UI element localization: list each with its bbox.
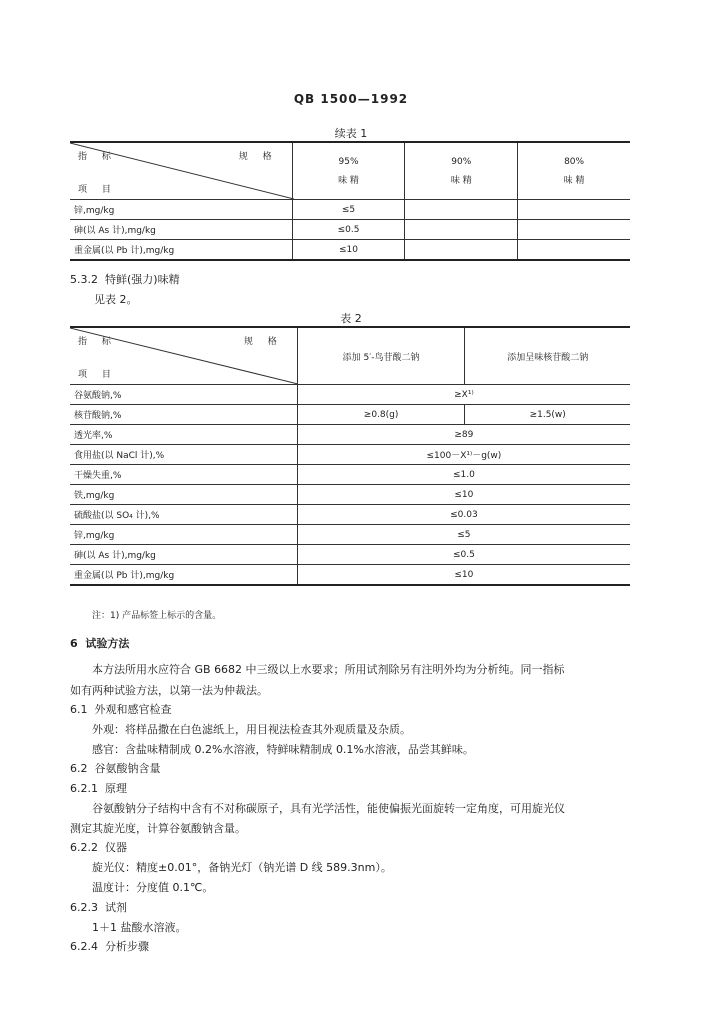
section-6-heading: 6 试验方法 bbox=[70, 637, 130, 650]
section-6-1-heading: 6.1 外观和感官检查 bbox=[70, 703, 172, 716]
table2-footnote: 注：1) 产品标签上标示的含量。 bbox=[92, 611, 222, 621]
section-5-3-2-text: 见表 2。 bbox=[94, 293, 138, 306]
table1-caption: 续表 1 bbox=[334, 127, 368, 140]
section-6-2-4-heading: 6.2.4 分析步骤 bbox=[70, 940, 149, 953]
table-row: 重金属(以 Pb 计),mg/kg ≤10 bbox=[70, 565, 630, 586]
header-spec-label: 规 格 bbox=[238, 152, 278, 162]
section-6-2-1-line2: 测定其旋光度，计算谷氨酸钠含量。 bbox=[70, 822, 246, 835]
table1-diagonal-header bbox=[70, 142, 292, 200]
section-6-1-line1: 外观：将样品撒在白色滤纸上，用目视法检查其外观质量及杂质。 bbox=[92, 723, 411, 736]
section-6-para-line2: 如有两种试验方法，以第一法为仲裁法。 bbox=[70, 684, 268, 697]
header-indicator-label: 指 标 bbox=[78, 337, 117, 347]
table-row: 透光率,% ≥89 bbox=[70, 425, 630, 445]
header-spec-label: 规 格 bbox=[243, 337, 283, 347]
table2 bbox=[70, 326, 630, 586]
section-6-2-2-line1: 旋光仪：精度±0.01°，备钠光灯（钠光谱 D 线 589.3nm）。 bbox=[92, 861, 392, 874]
table1 bbox=[70, 141, 630, 261]
section-6-1-line2: 感官：含盐味精制成 0.2%水溶液，特鲜味精制成 0.1%水溶液，品尝其鲜味。 bbox=[92, 743, 474, 756]
col-header-90: 90% 味 精 bbox=[405, 142, 518, 200]
table-row: 谷氨酸钠,% ≥X¹⁾ bbox=[70, 385, 630, 405]
section-6-2-heading: 6.2 谷氨酸钠含量 bbox=[70, 762, 161, 775]
header-item-label: 项 目 bbox=[78, 185, 117, 195]
table-row: 食用盐(以 NaCl 计),% ≤100－X¹⁾－g(w) bbox=[70, 445, 630, 465]
table-row: 核苷酸钠,% ≥0.8(g) ≥1.5(w) bbox=[70, 405, 630, 425]
table2-caption: 表 2 bbox=[340, 312, 362, 325]
standard-code: QB 1500—1992 bbox=[293, 92, 409, 106]
table-row: 重金属(以 Pb 计),mg/kg ≤10 bbox=[70, 240, 630, 261]
table-row: 锌,mg/kg ≤5 bbox=[70, 200, 630, 220]
table-row: 铁,mg/kg ≤10 bbox=[70, 485, 630, 505]
col-header-guanylate: 添加 5′-鸟苷酸二钠 bbox=[297, 327, 465, 385]
table-row: 干燥失重,% ≤1.0 bbox=[70, 465, 630, 485]
col-header-80: 80% 味 精 bbox=[518, 142, 630, 200]
section-6-2-1-line1: 谷氨酸钠分子结构中含有不对称碳原子，具有光学活性，能使偏振光面旋转一定角度，可用旋光仪 bbox=[92, 802, 565, 815]
section-5-3-2: 5.3.2 特鲜(强力)味精 bbox=[70, 273, 180, 286]
col-header-95: 95% 味 精 bbox=[292, 142, 405, 200]
table2-diagonal-header bbox=[70, 327, 297, 385]
section-6-2-2-line2: 温度计：分度值 0.1℃。 bbox=[92, 881, 214, 894]
header-item-label: 项 目 bbox=[78, 370, 117, 380]
table-row: 砷(以 As 计),mg/kg ≤0.5 bbox=[70, 545, 630, 565]
table-row: 硫酸盐(以 SO₄ 计),% ≤0.03 bbox=[70, 505, 630, 525]
section-6-2-2-heading: 6.2.2 仪器 bbox=[70, 841, 127, 854]
section-6-2-3-line1: 1＋1 盐酸水溶液。 bbox=[92, 921, 187, 934]
header-indicator-label: 指 标 bbox=[78, 152, 117, 162]
section-6-2-1-heading: 6.2.1 原理 bbox=[70, 782, 127, 795]
col-header-nucleotide: 添加呈味核苷酸二钠 bbox=[465, 327, 630, 385]
table-row: 砷(以 As 计),mg/kg ≤0.5 bbox=[70, 220, 630, 240]
section-6-2-3-heading: 6.2.3 试剂 bbox=[70, 901, 127, 914]
section-6-para-line1: 本方法所用水应符合 GB 6682 中三级以上水要求；所用试剂除另有注明外均为分析纯。同一指标 bbox=[92, 663, 565, 676]
table-row: 锌,mg/kg ≤5 bbox=[70, 525, 630, 545]
